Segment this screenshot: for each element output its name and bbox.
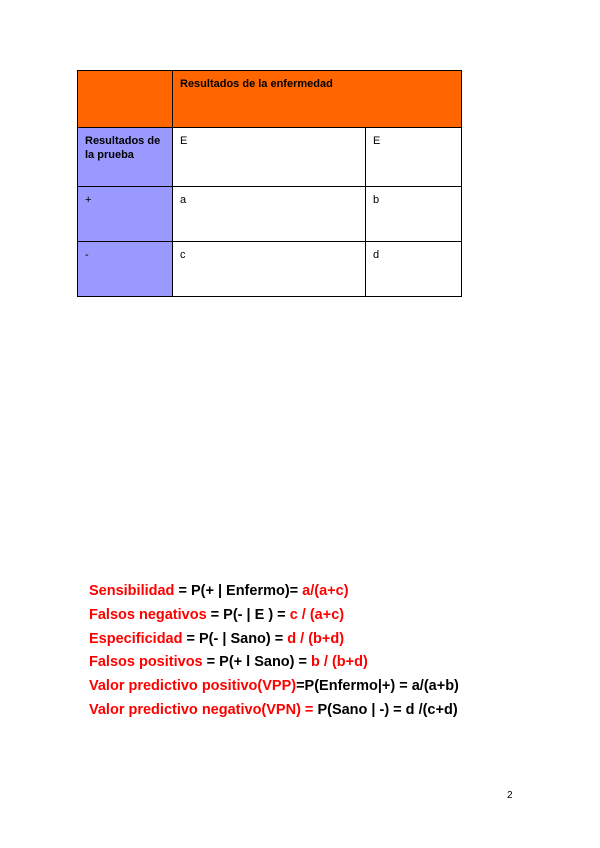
result: c / (a+c): [289, 606, 345, 623]
result: a/(a+c): [302, 583, 349, 599]
expression: P(Sano | -) = d /(c+d): [317, 701, 458, 718]
formula-vpn: [89, 699, 569, 723]
term: Falsos positivos: [89, 654, 203, 671]
expression: = P(+ l Sano) =: [202, 654, 312, 671]
cell-d: d: [366, 242, 462, 297]
expression: = P(- | Sano) =: [182, 630, 288, 647]
term: Valor predictivo negativo(VPN) =: [89, 701, 318, 718]
row-label-negative: -: [78, 242, 173, 297]
formula-list: [89, 580, 569, 723]
test-results-label: Resultados de la prueba: [78, 128, 173, 187]
formula-falsos-negativos: [89, 604, 569, 628]
cell-b: b: [366, 187, 462, 242]
col-header-e1: E: [173, 128, 366, 187]
corner-cell: [78, 71, 173, 128]
term: Valor predictivo positivo(VPP): [89, 678, 297, 695]
term: Sensibilidad: [89, 583, 175, 599]
expression: = P(+ | Enfermo)=: [174, 583, 303, 599]
cell-c: c: [173, 242, 366, 297]
expression: =P(Enfermo|+) = a/(a+b): [296, 678, 459, 695]
contingency-table: [77, 70, 462, 297]
formula-vpp: [89, 675, 569, 699]
formula-sensibilidad: [89, 580, 569, 604]
term: Falsos negativos: [89, 606, 207, 623]
row-label-positive: +: [78, 187, 173, 242]
term: Especificidad: [89, 630, 183, 647]
result: d / (b+d): [287, 630, 345, 647]
formula-especificidad: [89, 628, 569, 652]
result: b / (b+d): [311, 654, 368, 671]
cell-a: a: [173, 187, 366, 242]
expression: = P(- | E ) =: [206, 606, 290, 623]
disease-results-header: Resultados de la enfermedad: [173, 71, 462, 128]
col-header-e2: E: [366, 128, 462, 187]
formula-falsos-positivos: [89, 651, 569, 675]
page-number: 2: [507, 790, 513, 801]
